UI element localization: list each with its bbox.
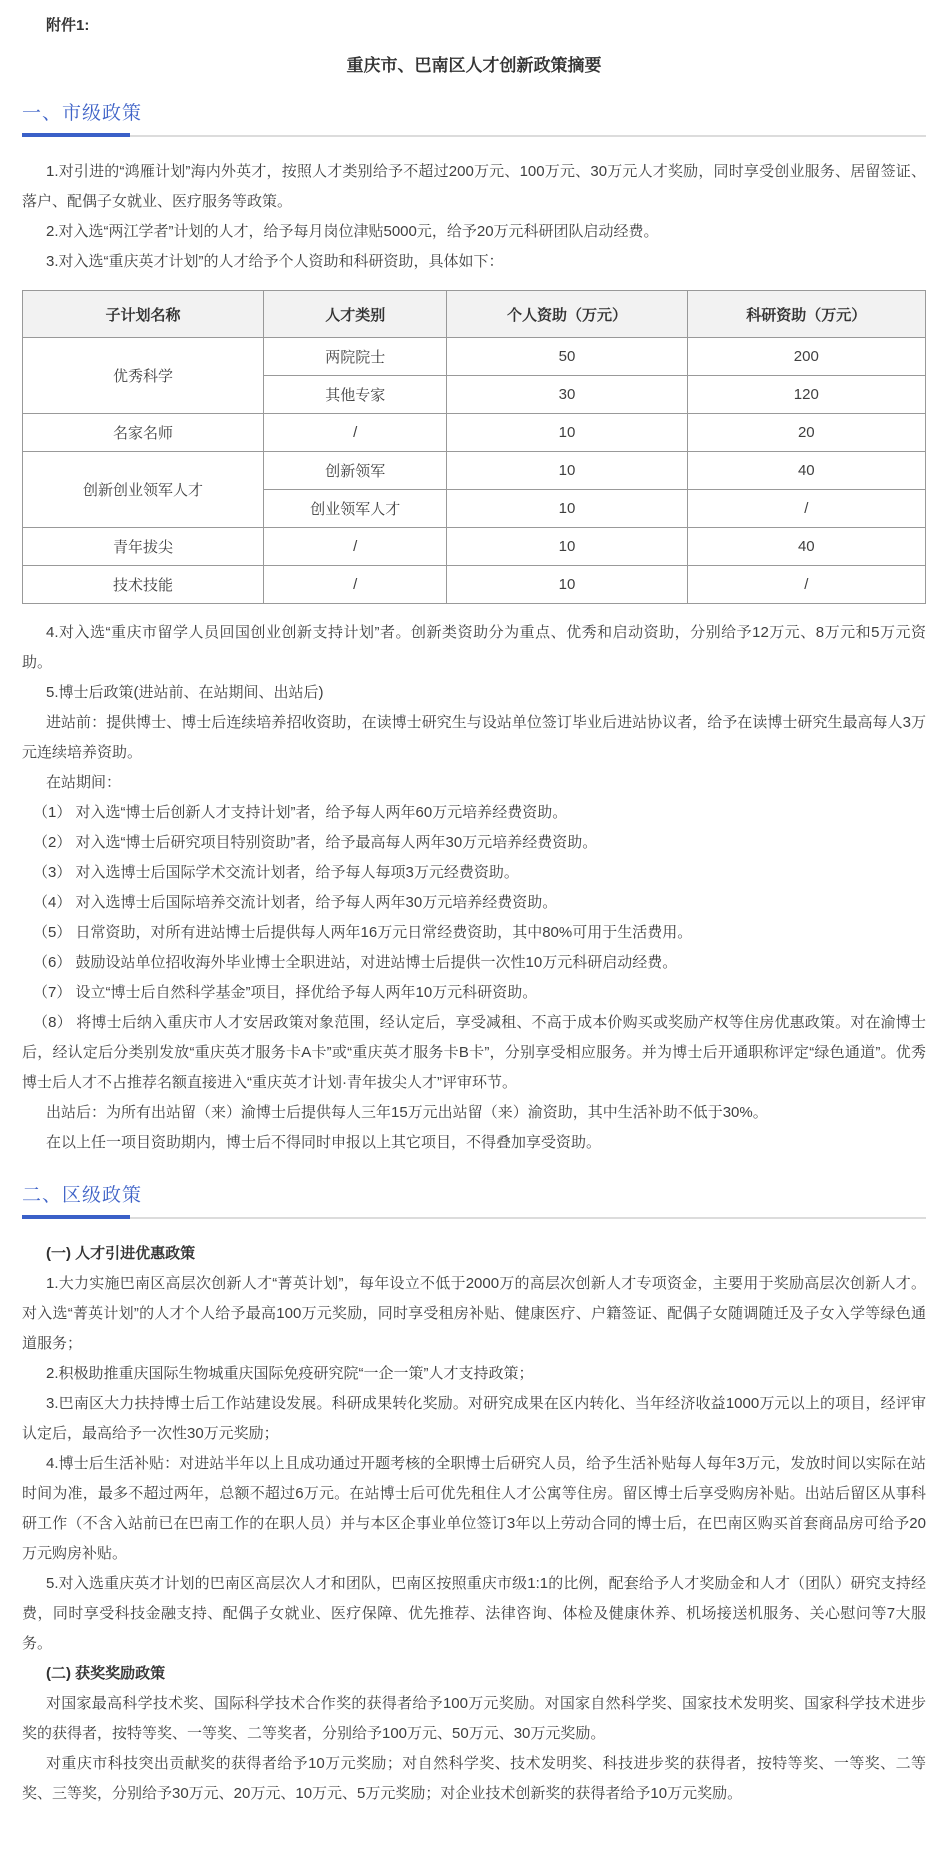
section2-heading-rule [22,1217,926,1219]
research-cell: 20 [687,414,925,452]
attachment-label: 附件1: [46,17,90,34]
research-cell: 120 [687,376,925,414]
policy-list-item: （6） 鼓励设站单位招收海外毕业博士全职进站，对进站博士后提供一次性10万元科研启动经费。 [33,954,678,971]
section-district-policy [22,1184,926,1809]
section1-heading-rule [22,135,926,137]
policy-paragraph: 出站后：为所有出站留（来）渝博士后提供每人三年15万元出站留（来）渝资助，其中生活补助不低于30%。 [46,1104,768,1121]
research-cell: 40 [687,452,925,490]
policy-list-item: （3） 对入选博士后国际学术交流计划者，给予每人每项3万元经费资助。 [33,864,519,881]
category-cell: / [264,566,447,604]
column-header-research-subsidy: 科研资助（万元） [687,291,925,338]
policy-paragraph: 在站期间： [46,774,122,791]
policy-paragraph: 对重庆市科技突出贡献奖的获得者给予10万元奖励；对自然科学奖、技术发明奖、科技进步奖的获得者，按特等奖、一等奖、二等奖、三等奖，分别给予30万元、20万元、10万元、5万元奖励；对企业技术创新奖的获得者给予10万元奖励。 [22,1755,926,1802]
plan-cell: 青年拔尖 [23,528,264,566]
column-header-category: 人才类别 [264,291,447,338]
policy-list-item: （2） 对入选“博士后研究项目特别资助”者，给予最高每人两年30万元培养经费资助。 [33,834,598,851]
personal-cell: 50 [447,338,687,376]
section2-body [22,1239,926,1809]
table-row [23,566,926,604]
policy-list-item: （7） 设立“博士后自然科学基金”项目，择优给予每人两年10万元科研资助。 [33,984,538,1001]
category-cell: / [264,528,447,566]
research-cell: / [687,490,925,528]
personal-cell: 10 [447,452,687,490]
personal-cell: 10 [447,528,687,566]
policy-list-item: （4） 对入选博士后国际培养交流计划者，给予每人两年30万元培养经费资助。 [33,894,558,911]
personal-cell: 30 [447,376,687,414]
table-row [23,452,926,490]
page-title: 重庆市、巴南区人才创新政策摘要 [346,56,602,75]
personal-cell: 10 [447,490,687,528]
policy-paragraph: 4.对入选“重庆市留学人员回国创业创新支持计划”者。创新类资助分为重点、优秀和启动资助，分别给予12万元、8万元和5万元资助。 [22,624,926,671]
personal-cell: 10 [447,566,687,604]
section1-body [22,157,926,1158]
subsection-heading-talent-intro: (一) 人才引进优惠政策 [46,1245,196,1262]
section2-heading: 二、区级政策 [22,1185,143,1206]
section1-heading: 一、市级政策 [22,103,143,124]
policy-list-item: （8） 将博士后纳入重庆市人才安居政策对象范围，经认定后，享受减租、不高于成本价购买或奖励产权等住房优惠政策。对在渝博士后，经认定后分类别发放“重庆英才服务卡A卡”或“重庆英才服务卡B卡”，分别享受相应服务。并为博士后开通职称评定“绿色通道”。优秀博士后人才不占推荐名额直接进入“重庆英才计划·青年拔尖人才”评审环节。 [22,1014,926,1091]
policy-paragraph: 对国家最高科学技术奖、国际科学技术合作奖的获得者给予100万元奖励。对国家自然科学奖、国家技术发明奖、国家科学技术进步奖的获得者，按特等奖、一等奖、二等奖者，分别给予100万元、50万元、30万元奖励。 [22,1695,926,1742]
policy-paragraph: 2.对入选“两江学者”计划的人才，给予每月岗位津贴5000元，给予20万元科研团队启动经费。 [46,223,659,240]
column-header-plan: 子计划名称 [23,291,264,338]
research-cell: 40 [687,528,925,566]
column-header-personal-subsidy: 个人资助（万元） [447,291,687,338]
plan-cell: 优秀科学 [23,338,264,414]
research-cell: / [687,566,925,604]
talent-subsidy-table [22,290,926,604]
research-cell: 200 [687,338,925,376]
table-row [23,338,926,376]
policy-paragraph: 5.对入选重庆英才计划的巴南区高层次人才和团队，巴南区按照重庆市级1:1的比例，配套给予人才奖励金和人才（团队）研究支持经费，同时享受科技金融支持、配偶子女就业、医疗保障、优先推荐、法律咨询、体检及健康休养、机场接送机服务、关心慰问等7大服务。 [22,1575,926,1652]
policy-list-item: （5） 日常资助，对所有进站博士后提供每人两年16万元日常经费资助，其中80%可用于生活费用。 [33,924,693,941]
policy-paragraph: 进站前：提供博士、博士后连续培养招收资助，在读博士研究生与设站单位签订毕业后进站协议者，给予在读博士研究生最高每人3万元连续培养资助。 [22,714,926,761]
policy-paragraph: 1.大力实施巴南区高层次创新人才“菁英计划”，每年设立不低于2000万的高层次创新人才专项资金，主要用于奖励高层次创新人才。对入选“菁英计划”的人才个人给予最高100万元奖励，同时享受租房补贴、健康医疗、户籍签证、配偶子女随调随迁及子女入学等绿色通道服务； [22,1275,926,1352]
table-row [23,528,926,566]
policy-list-item: （1） 对入选“博士后创新人才支持计划”者，给予每人两年60万元培养经费资助。 [33,804,568,821]
policy-paragraph: 3.巴南区大力扶持博士后工作站建设发展。科研成果转化奖励。对研究成果在区内转化、当年经济收益1000万元以上的项目，经评审认定后，最高给予一次性30万元奖励； [22,1395,926,1442]
category-cell: 创新领军 [264,452,447,490]
personal-cell: 10 [447,414,687,452]
table-row [23,414,926,452]
heading-rule-accent [22,1215,130,1219]
plan-cell: 技术技能 [23,566,264,604]
category-cell: 创业领军人才 [264,490,447,528]
policy-paragraph: 2.积极助推重庆国际生物城重庆国际免疫研究院“一企一策”人才支持政策； [46,1365,534,1382]
section-municipal-policy [22,102,926,1158]
policy-paragraph: 在以上任一项目资助期内，博士后不得同时申报以上其它项目，不得叠加享受资助。 [46,1134,602,1151]
table-header-row [23,291,926,338]
policy-paragraph: 3.对入选“重庆英才计划”的人才给予个人资助和科研资助，具体如下： [46,253,504,270]
policy-paragraph: 1.对引进的“鸿雁计划”海内外英才，按照人才类别给予不超过200万元、100万元、30万元人才奖励，同时享受创业服务、居留签证、落户、配偶子女就业、医疗服务等政策。 [22,163,926,210]
plan-cell: 创新创业领军人才 [23,452,264,528]
category-cell: 其他专家 [264,376,447,414]
policy-paragraph: 4.博士后生活补贴：对进站半年以上且成功通过开题考核的全职博士后研究人员，给予生活补贴每人每年3万元，发放时间以实际在站时间为准，最多不超过两年，总额不超过6万元。在站博士后可优先租住人才公寓等住房。留区博士后享受购房补贴。出站后留区从事科研工作（不含入站前已在巴南工作的在职人员）并与本区企事业单位签订3年以上劳动合同的博士后，在巴南区购买首套商品房可给予20万元购房补贴。 [22,1455,926,1562]
plan-cell: 名家名师 [23,414,264,452]
heading-rule-accent [22,133,130,137]
subsection-heading-award: (二) 获奖奖励政策 [46,1665,166,1682]
category-cell: / [264,414,447,452]
category-cell: 两院院士 [264,338,447,376]
policy-paragraph: 5.博士后政策(进站前、在站期间、出站后) [46,684,324,701]
